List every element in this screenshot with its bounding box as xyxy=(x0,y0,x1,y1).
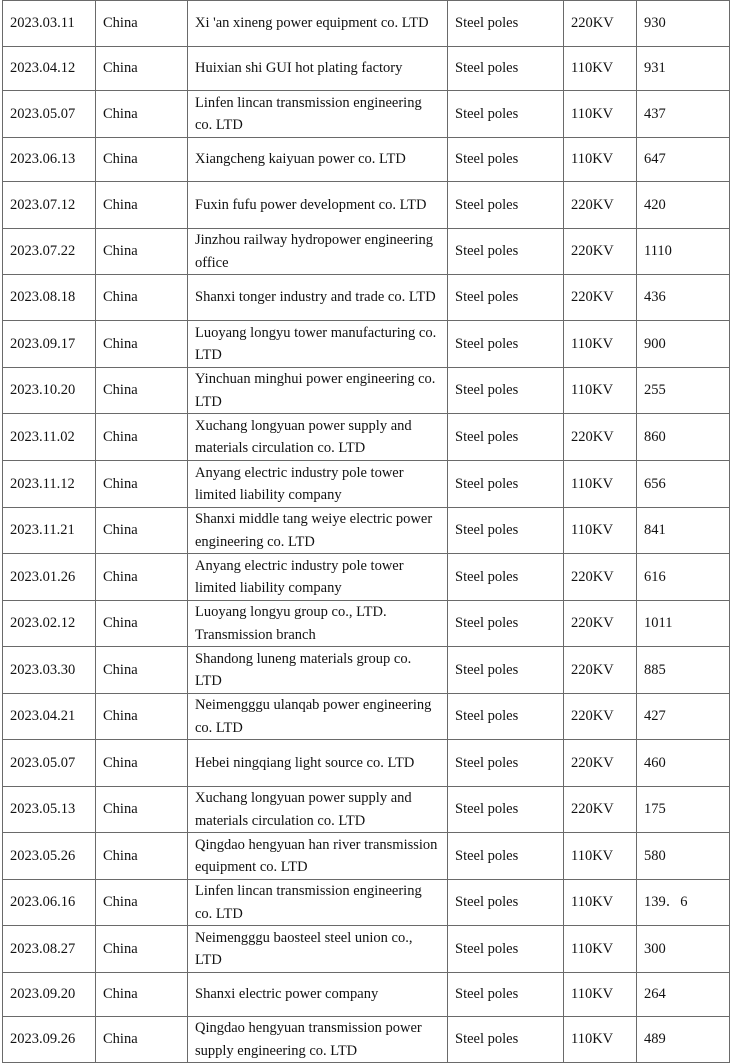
product-cell: Steel poles xyxy=(448,1017,564,1063)
company-cell: Qingdao hengyuan transmission power supply engineering co. LTD xyxy=(188,1017,448,1063)
voltage-cell: 220KV xyxy=(564,275,637,321)
country-cell: China xyxy=(96,414,188,461)
voltage-cell: 110KV xyxy=(564,926,637,973)
table-row xyxy=(3,91,730,138)
company-cell: Luoyang longyu tower manufacturing co. LTD xyxy=(188,321,448,368)
product-cell: Steel poles xyxy=(448,368,564,414)
quantity-cell: 860 xyxy=(637,414,730,461)
date-cell: 2023.09.20 xyxy=(3,973,96,1017)
date-cell: 2023.04.21 xyxy=(3,694,96,740)
company-cell: Fuxin fufu power development co. LTD xyxy=(188,182,448,229)
quantity-cell: 931 xyxy=(637,47,730,91)
table-row xyxy=(3,647,730,694)
country-cell: China xyxy=(96,321,188,368)
company-cell: Yinchuan minghui power engineering co. LTD xyxy=(188,368,448,414)
date-cell: 2023.06.13 xyxy=(3,138,96,182)
country-cell: China xyxy=(96,833,188,880)
table-row xyxy=(3,833,730,880)
table-row xyxy=(3,229,730,275)
company-cell: Xuchang longyuan power supply and materials circulation co. LTD xyxy=(188,414,448,461)
voltage-cell: 220KV xyxy=(564,694,637,740)
company-cell: Linfen lincan transmission engineering co. LTD xyxy=(188,91,448,138)
quantity-cell: 1011 xyxy=(637,601,730,647)
product-cell: Steel poles xyxy=(448,694,564,740)
quantity-cell: 460 xyxy=(637,740,730,787)
voltage-cell: 110KV xyxy=(564,461,637,508)
country-cell: China xyxy=(96,787,188,833)
voltage-cell: 110KV xyxy=(564,91,637,138)
date-cell: 2023.11.12 xyxy=(3,461,96,508)
quantity-cell: 930 xyxy=(637,1,730,47)
table-row xyxy=(3,368,730,414)
table-row xyxy=(3,182,730,229)
product-cell: Steel poles xyxy=(448,647,564,694)
company-cell: Neimengggu ulanqab power engineering co. LTD xyxy=(188,694,448,740)
table-row xyxy=(3,1,730,47)
quantity-cell: 139．6 xyxy=(637,880,730,926)
voltage-cell: 110KV xyxy=(564,321,637,368)
table-row xyxy=(3,973,730,1017)
quantity-cell: 656 xyxy=(637,461,730,508)
country-cell: China xyxy=(96,647,188,694)
company-cell: Xuchang longyuan power supply and materials circulation co. LTD xyxy=(188,787,448,833)
quantity-cell: 1110 xyxy=(637,229,730,275)
country-cell: China xyxy=(96,229,188,275)
company-cell: Shandong luneng materials group co. LTD xyxy=(188,647,448,694)
date-cell: 2023.11.21 xyxy=(3,508,96,554)
table-row xyxy=(3,554,730,601)
voltage-cell: 220KV xyxy=(564,554,637,601)
product-cell: Steel poles xyxy=(448,973,564,1017)
quantity-cell: 885 xyxy=(637,647,730,694)
product-cell: Steel poles xyxy=(448,182,564,229)
date-cell: 2023.03.30 xyxy=(3,647,96,694)
date-cell: 2023.11.02 xyxy=(3,414,96,461)
voltage-cell: 220KV xyxy=(564,182,637,229)
quantity-cell: 900 xyxy=(637,321,730,368)
voltage-cell: 220KV xyxy=(564,740,637,787)
country-cell: China xyxy=(96,973,188,1017)
quantity-cell: 300 xyxy=(637,926,730,973)
date-cell: 2023.05.07 xyxy=(3,740,96,787)
date-cell: 2023.02.12 xyxy=(3,601,96,647)
date-cell: 2023.08.27 xyxy=(3,926,96,973)
country-cell: China xyxy=(96,138,188,182)
country-cell: China xyxy=(96,740,188,787)
country-cell: China xyxy=(96,926,188,973)
company-cell: Huixian shi GUI hot plating factory xyxy=(188,47,448,91)
date-cell: 2023.09.26 xyxy=(3,1017,96,1063)
company-cell: Shanxi tonger industry and trade co. LTD xyxy=(188,275,448,321)
table-row xyxy=(3,461,730,508)
date-cell: 2023.03.11 xyxy=(3,1,96,47)
country-cell: China xyxy=(96,182,188,229)
product-cell: Steel poles xyxy=(448,47,564,91)
company-cell: Hebei ningqiang light source co. LTD xyxy=(188,740,448,787)
company-cell: Shanxi middle tang weiye electric power engineering co. LTD xyxy=(188,508,448,554)
country-cell: China xyxy=(96,1017,188,1063)
country-cell: China xyxy=(96,368,188,414)
product-cell: Steel poles xyxy=(448,554,564,601)
voltage-cell: 110KV xyxy=(564,47,637,91)
table-row xyxy=(3,787,730,833)
country-cell: China xyxy=(96,880,188,926)
voltage-cell: 220KV xyxy=(564,229,637,275)
country-cell: China xyxy=(96,554,188,601)
product-cell: Steel poles xyxy=(448,787,564,833)
date-cell: 2023.05.26 xyxy=(3,833,96,880)
table-row xyxy=(3,321,730,368)
quantity-cell: 255 xyxy=(637,368,730,414)
product-cell: Steel poles xyxy=(448,601,564,647)
voltage-cell: 220KV xyxy=(564,414,637,461)
product-cell: Steel poles xyxy=(448,461,564,508)
company-cell: Anyang electric industry pole tower limited liability company xyxy=(188,554,448,601)
table-row xyxy=(3,138,730,182)
voltage-cell: 110KV xyxy=(564,1017,637,1063)
quantity-cell: 489 xyxy=(637,1017,730,1063)
date-cell: 2023.01.26 xyxy=(3,554,96,601)
quantity-cell: 841 xyxy=(637,508,730,554)
table-row xyxy=(3,47,730,91)
table-row xyxy=(3,880,730,926)
company-cell: Qingdao hengyuan han river transmission equipment co. LTD xyxy=(188,833,448,880)
quantity-cell: 437 xyxy=(637,91,730,138)
company-cell: Luoyang longyu group co., LTD. Transmission branch xyxy=(188,601,448,647)
product-cell: Steel poles xyxy=(448,275,564,321)
company-cell: Neimengggu baosteel steel union co., LTD xyxy=(188,926,448,973)
country-cell: China xyxy=(96,461,188,508)
quantity-cell: 647 xyxy=(637,138,730,182)
product-cell: Steel poles xyxy=(448,833,564,880)
date-cell: 2023.05.13 xyxy=(3,787,96,833)
date-cell: 2023.07.12 xyxy=(3,182,96,229)
table-row xyxy=(3,694,730,740)
product-cell: Steel poles xyxy=(448,926,564,973)
quantity-cell: 264 xyxy=(637,973,730,1017)
company-cell: Anyang electric industry pole tower limited liability company xyxy=(188,461,448,508)
country-cell: China xyxy=(96,508,188,554)
country-cell: China xyxy=(96,47,188,91)
table-row xyxy=(3,601,730,647)
voltage-cell: 220KV xyxy=(564,647,637,694)
table-row xyxy=(3,275,730,321)
product-cell: Steel poles xyxy=(448,91,564,138)
date-cell: 2023.06.16 xyxy=(3,880,96,926)
date-cell: 2023.07.22 xyxy=(3,229,96,275)
date-cell: 2023.04.12 xyxy=(3,47,96,91)
company-cell: Linfen lincan transmission engineering co. LTD xyxy=(188,880,448,926)
table-row xyxy=(3,926,730,973)
country-cell: China xyxy=(96,1,188,47)
quantity-cell: 420 xyxy=(637,182,730,229)
voltage-cell: 110KV xyxy=(564,973,637,1017)
country-cell: China xyxy=(96,694,188,740)
table-row xyxy=(3,1017,730,1063)
project-records-table xyxy=(2,0,730,1063)
voltage-cell: 110KV xyxy=(564,508,637,554)
country-cell: China xyxy=(96,91,188,138)
date-cell: 2023.05.07 xyxy=(3,91,96,138)
table-body xyxy=(3,1,730,1063)
product-cell: Steel poles xyxy=(448,138,564,182)
product-cell: Steel poles xyxy=(448,740,564,787)
voltage-cell: 110KV xyxy=(564,880,637,926)
voltage-cell: 220KV xyxy=(564,1,637,47)
quantity-cell: 616 xyxy=(637,554,730,601)
product-cell: Steel poles xyxy=(448,508,564,554)
voltage-cell: 110KV xyxy=(564,833,637,880)
product-cell: Steel poles xyxy=(448,880,564,926)
table-row xyxy=(3,414,730,461)
company-cell: Xiangcheng kaiyuan power co. LTD xyxy=(188,138,448,182)
table-row xyxy=(3,740,730,787)
date-cell: 2023.09.17 xyxy=(3,321,96,368)
date-cell: 2023.08.18 xyxy=(3,275,96,321)
product-cell: Steel poles xyxy=(448,1,564,47)
quantity-cell: 427 xyxy=(637,694,730,740)
quantity-cell: 436 xyxy=(637,275,730,321)
quantity-cell: 580 xyxy=(637,833,730,880)
company-cell: Xi 'an xineng power equipment co. LTD xyxy=(188,1,448,47)
product-cell: Steel poles xyxy=(448,321,564,368)
product-cell: Steel poles xyxy=(448,229,564,275)
voltage-cell: 110KV xyxy=(564,138,637,182)
company-cell: Jinzhou railway hydropower engineering office xyxy=(188,229,448,275)
date-cell: 2023.10.20 xyxy=(3,368,96,414)
voltage-cell: 220KV xyxy=(564,787,637,833)
company-cell: Shanxi electric power company xyxy=(188,973,448,1017)
product-cell: Steel poles xyxy=(448,414,564,461)
quantity-cell: 175 xyxy=(637,787,730,833)
country-cell: China xyxy=(96,275,188,321)
voltage-cell: 220KV xyxy=(564,601,637,647)
table-row xyxy=(3,508,730,554)
voltage-cell: 110KV xyxy=(564,368,637,414)
country-cell: China xyxy=(96,601,188,647)
